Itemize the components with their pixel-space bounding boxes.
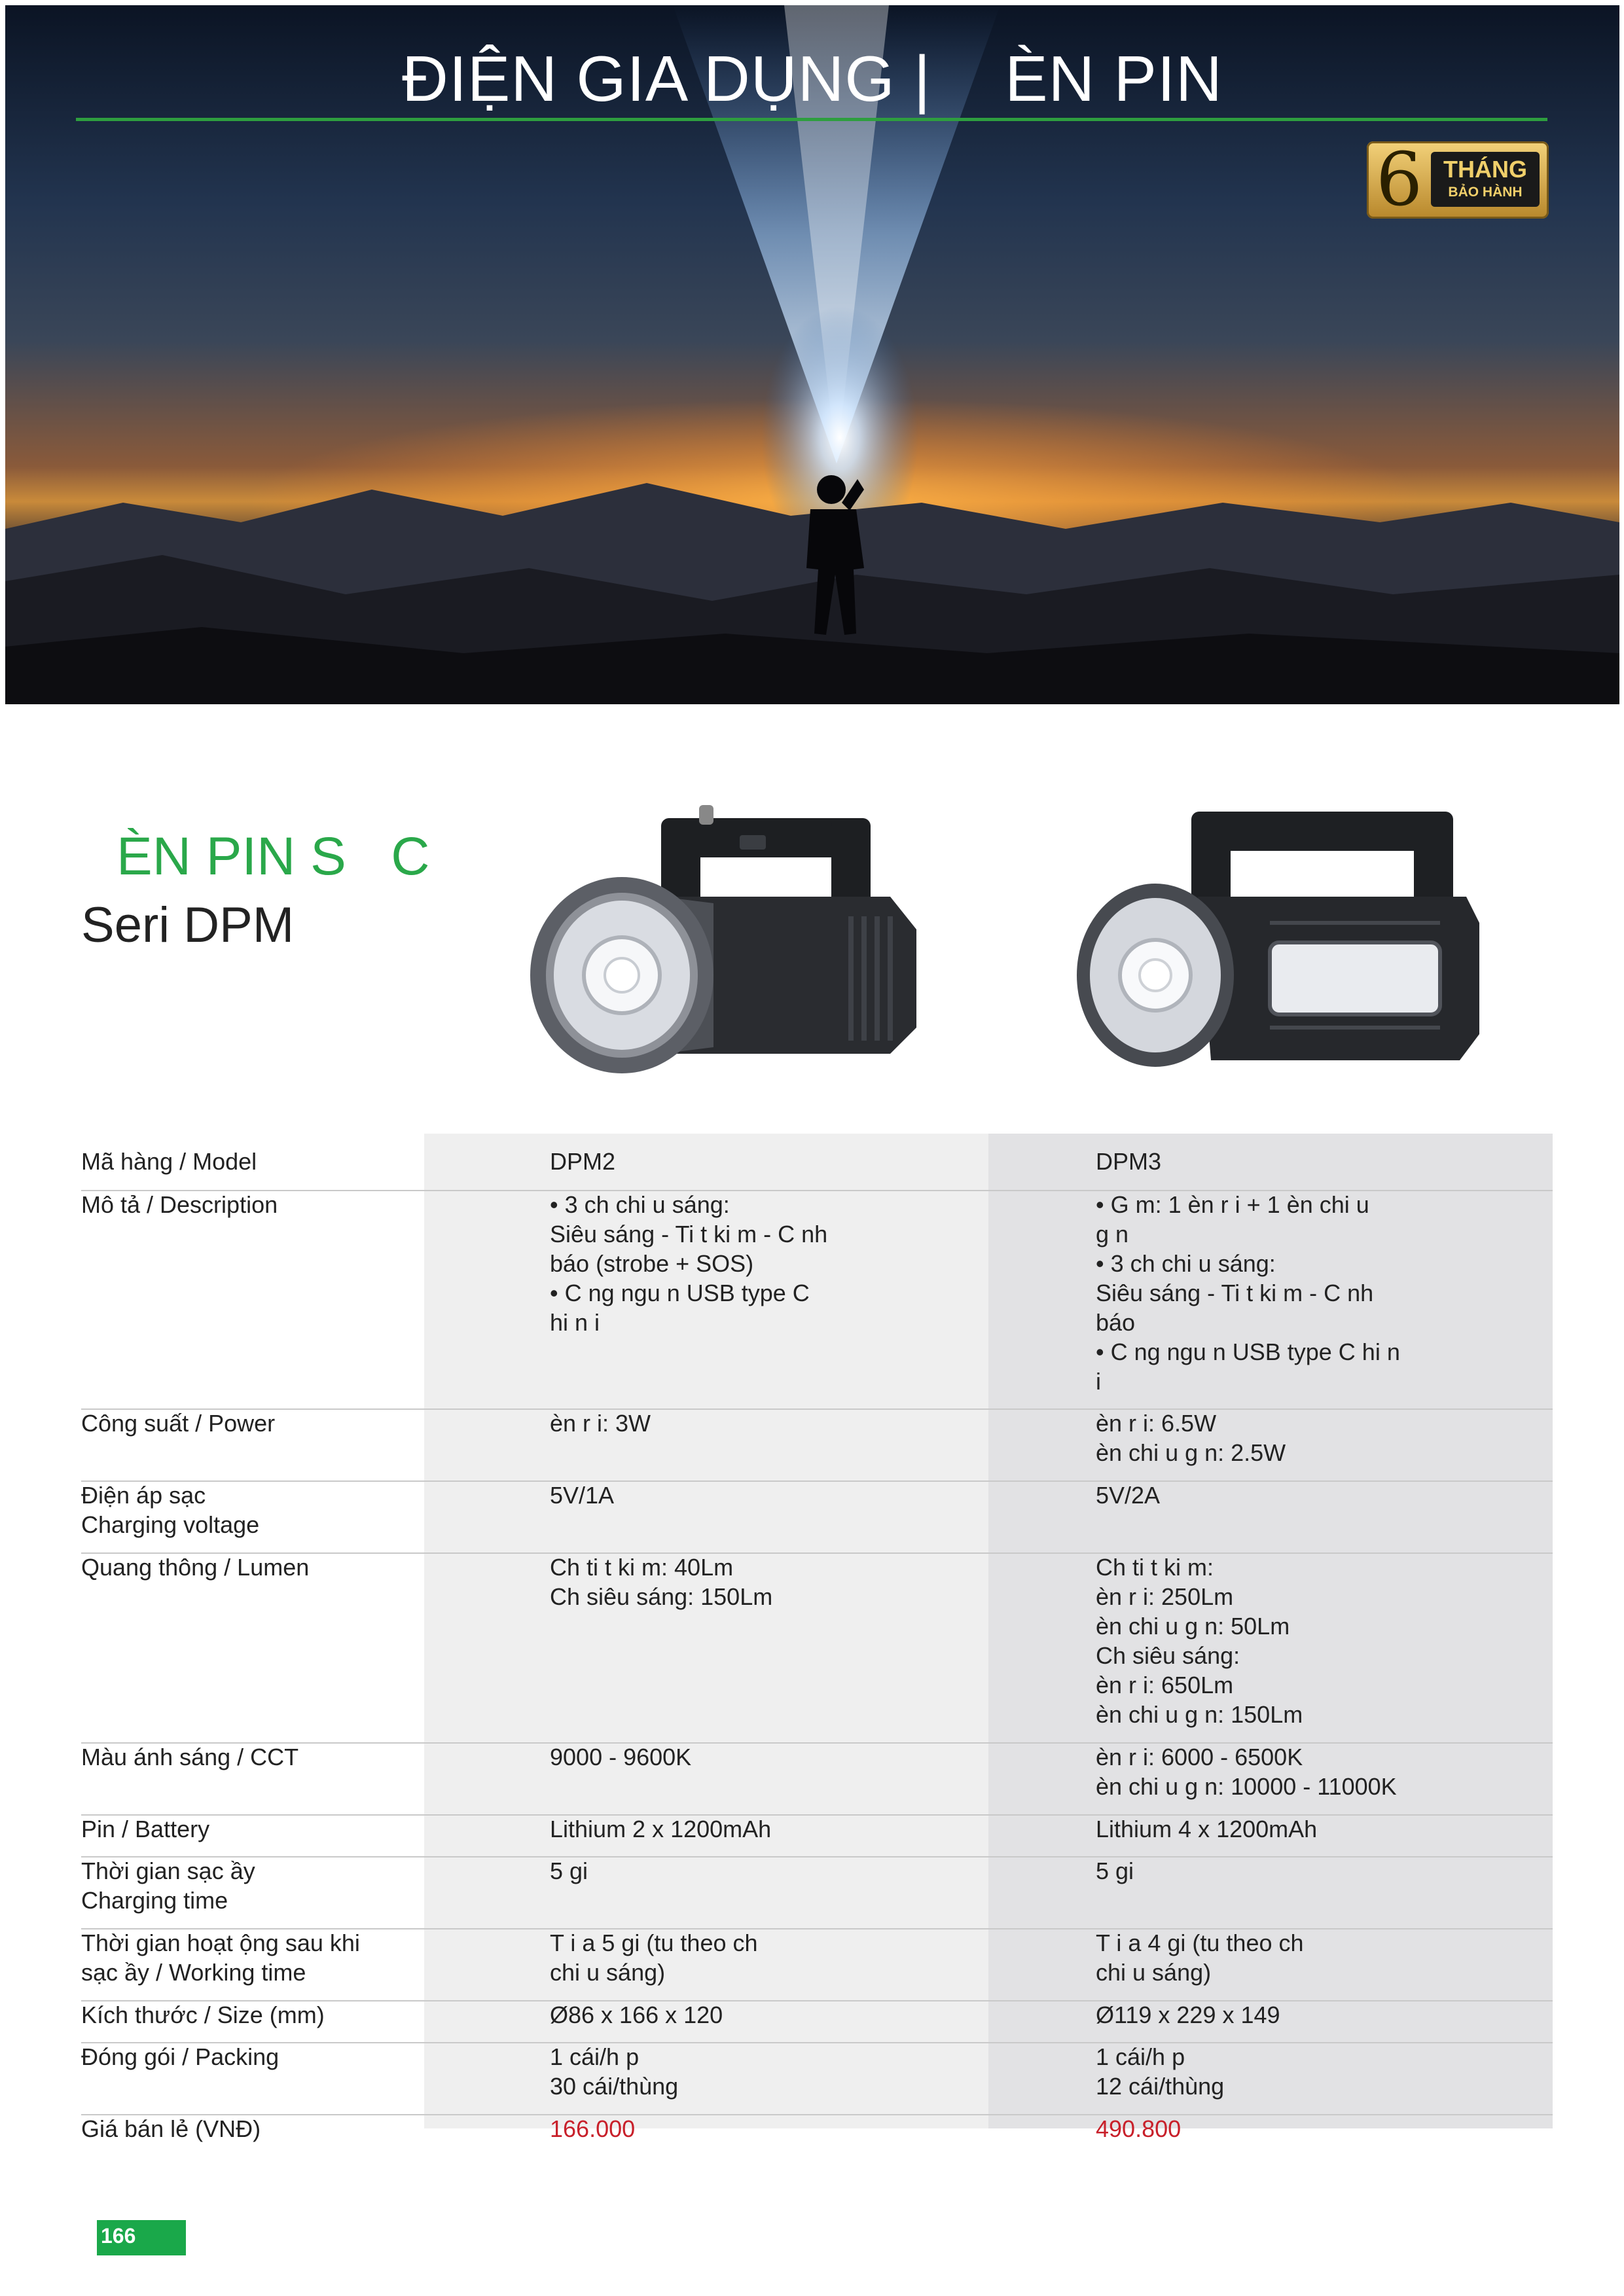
spec-row-charging-time xyxy=(81,1856,1553,1929)
spec-retail-price-label: Giá bán lẻ (VNĐ) xyxy=(81,2115,261,2142)
spec-packing-dpm3-value: 1 cái/h p 12 cái/thùng xyxy=(1096,2043,1225,2100)
spec-charging-time-dpm3-value: 5 gi xyxy=(1096,1857,1134,1884)
spec-row-charging-voltage xyxy=(81,1480,1553,1554)
spec-working-time-label: Thời gian hoạt ộng sau khi sạc ầy / Working time xyxy=(81,1929,360,1986)
spec-battery-label: Pin / Battery xyxy=(81,1816,210,1842)
spec-row-model xyxy=(81,1147,1553,1191)
spec-lumen-dpm3-value: Ch ti t ki m: èn r i: 250Lm èn chi u g n: 50Lm Ch siêu sáng: èn r i: 650Lm èn chi u g n: 150Lm xyxy=(1096,1554,1303,1728)
spec-charging-voltage-dpm2-value: 5V/1A xyxy=(550,1482,615,1509)
spec-model-label: Mã hàng / Model xyxy=(81,1148,257,1175)
spec-charging-time-label: Thời gian sạc ầy Charging time xyxy=(81,1857,255,1914)
spec-packing-dpm2-value: 1 cái/h p 30 cái/thùng xyxy=(550,2043,679,2100)
handheld-flashlight-dpm2-image xyxy=(524,798,1021,1100)
warranty-number: 6 xyxy=(1376,137,1423,223)
spec-row-lumen xyxy=(81,1552,1553,1744)
section-subtitle: Seri DPM xyxy=(81,897,295,953)
page-number: 166 xyxy=(101,2224,136,2248)
spec-model-dpm3-value: DPM3 xyxy=(1096,1148,1162,1175)
spec-power-dpm2-value: èn r i: 3W xyxy=(550,1410,651,1437)
spec-size-dpm3-value: Ø119 x 229 x 149 xyxy=(1096,2001,1280,2028)
spec-cct-label: Màu ánh sáng / CCT xyxy=(81,1744,299,1770)
spec-lumen-dpm2-value: Ch ti t ki m: 40Lm Ch siêu sáng: 150Lm xyxy=(550,1554,773,1610)
spec-working-time-dpm3-value: T i a 4 gi (tu theo ch chi u sáng) xyxy=(1096,1929,1304,1986)
section-title: ÈN PIN S C xyxy=(117,827,430,886)
spec-charging-voltage-dpm3-value: 5V/2A xyxy=(1096,1482,1161,1509)
spec-row-battery xyxy=(81,1814,1553,1857)
spec-battery-dpm2-value: Lithium 2 x 1200mAh xyxy=(550,1816,772,1842)
spec-row-description xyxy=(81,1190,1553,1410)
spec-row-working-time xyxy=(81,1928,1553,2001)
spec-size-label: Kích thước / Size (mm) xyxy=(81,2001,325,2028)
spec-charging-voltage-label: Điện áp sạc Charging voltage xyxy=(81,1482,260,1538)
handheld-flashlight-dpm3-image xyxy=(1074,798,1492,1100)
spec-battery-dpm3-value: Lithium 4 x 1200mAh xyxy=(1096,1816,1318,1842)
spec-row-retail-price xyxy=(81,2114,1553,2153)
spec-description-dpm2-value: • 3 ch chi u sáng: Siêu sáng - Ti t ki m - C nh báo (strobe + SOS) • C ng ngu n USB type C hi n i xyxy=(550,1191,828,1336)
title-underline xyxy=(76,118,1547,121)
spec-row-size xyxy=(81,2000,1553,2043)
spec-retail-price-dpm3-value: 490.800 xyxy=(1096,2115,1182,2142)
spec-lumen-label: Quang thông / Lumen xyxy=(81,1554,310,1581)
spec-size-dpm2-value: Ø86 x 166 x 120 xyxy=(550,2001,723,2028)
spec-cct-dpm2-value: 9000 - 9600K xyxy=(550,1744,692,1770)
spec-model-dpm2-value: DPM2 xyxy=(550,1148,616,1175)
spec-row-power xyxy=(81,1408,1553,1482)
spec-packing-label: Đóng gói / Packing xyxy=(81,2043,280,2070)
spec-working-time-dpm2-value: T i a 5 gi (tu theo ch chi u sáng) xyxy=(550,1929,758,1986)
spec-retail-price-dpm2-value: 166.000 xyxy=(550,2115,636,2142)
spec-power-label: Công suất / Power xyxy=(81,1410,276,1437)
warranty-label-box xyxy=(1431,152,1540,207)
warranty-label-months: THÁNG xyxy=(1443,156,1527,183)
spec-description-dpm3-value: • G m: 1 èn r i + 1 èn chi u g n • 3 ch chi u sáng: Siêu sáng - Ti t ki m - C nh báo • C ng ngu n USB type C hi n i xyxy=(1096,1191,1400,1395)
warranty-label-warranty: BẢO HÀNH xyxy=(1448,185,1523,200)
spec-cct-dpm3-value: èn r i: 6000 - 6500K èn chi u g n: 10000 - 11000K xyxy=(1096,1744,1397,1800)
spec-power-dpm3-value: èn r i: 6.5W èn chi u g n: 2.5W xyxy=(1096,1410,1286,1466)
warranty-badge xyxy=(1367,137,1549,223)
spec-row-packing xyxy=(81,2042,1553,2115)
spec-row-cct xyxy=(81,1742,1553,1816)
spec-description-label: Mô tả / Description xyxy=(81,1191,278,1218)
page-title: ĐIỆN GIA DỤNG | ÈN PIN xyxy=(402,43,1223,115)
hero-banner xyxy=(5,5,1619,704)
page-number-tab xyxy=(97,2220,186,2255)
spec-charging-time-dpm2-value: 5 gi xyxy=(550,1857,588,1884)
